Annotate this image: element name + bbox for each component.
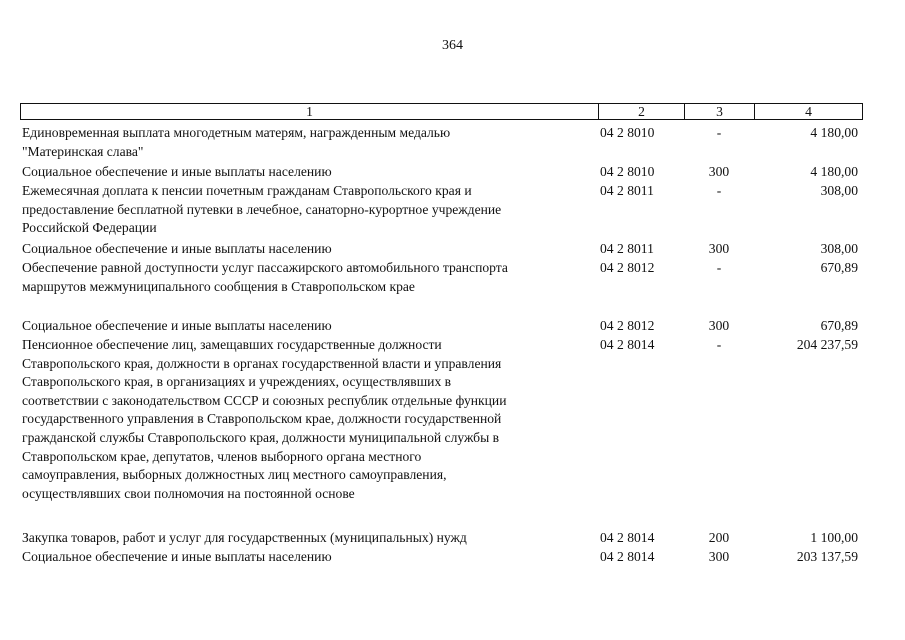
row-name: Закупка товаров, работ и услуг для государственных (муниципальных) нужд: [22, 530, 467, 545]
column-header-3: 3: [685, 104, 755, 120]
row-type: -: [716, 125, 722, 140]
row-type: 300: [708, 549, 730, 564]
row-sum: 670,89: [820, 260, 858, 275]
row-type: -: [716, 183, 722, 198]
row-name: Пенсионное обеспечение лиц, замещавших государственные должности Ставропольского края, должности в органах государственной власти и управления Ставропольского края, в организациях и учреждениях, осуществлявших в соответствии с законодательством СССР и союзных республик отдельные функции государственного управления в Ставропольском крае, должности государственной гражданской службы Ставропольского края, должности муниципальной службы в Ставропольском крае, депутатов, членов выборного органа местного самоуправления, выборных должностных лиц местного самоуправления, осуществлявших свои полномочия на постоянной основе: [22, 337, 507, 501]
row-type: 300: [708, 164, 730, 179]
row-code: 04 2 8010: [600, 164, 655, 179]
row-sum: 308,00: [820, 183, 858, 198]
row-name: Социальное обеспечение и иные выплаты населению: [22, 241, 332, 256]
row-type: 300: [708, 241, 730, 256]
row-sum: 4 180,00: [810, 125, 858, 140]
row-name: Ежемесячная доплата к пенсии почетным гражданам Ставропольского края и предоставление бесплатной путевки в лечебное, санаторно-курортное учреждение Российской Федерации: [22, 183, 502, 236]
row-code: 04 2 8012: [600, 260, 655, 275]
row-sum: 1 100,00: [810, 530, 858, 545]
row-code: 04 2 8011: [600, 183, 654, 198]
column-header-2: 2: [599, 104, 685, 120]
row-code: 04 2 8014: [600, 337, 655, 352]
row-type: 200: [708, 530, 730, 545]
row-type: -: [716, 260, 722, 275]
row-code: 04 2 8010: [600, 125, 655, 140]
page-number: 364: [442, 38, 463, 53]
row-sum: 670,89: [820, 318, 858, 333]
row-code: 04 2 8011: [600, 241, 654, 256]
row-code: 04 2 8014: [600, 549, 655, 564]
row-type: -: [716, 337, 722, 352]
column-header-4: 4: [755, 104, 863, 120]
row-sum: 4 180,00: [810, 164, 858, 179]
row-sum: 204 237,59: [796, 337, 858, 352]
row-sum: 203 137,59: [796, 549, 858, 564]
row-name: Социальное обеспечение и иные выплаты населению: [22, 549, 332, 564]
row-code: 04 2 8012: [600, 318, 655, 333]
row-type: 300: [708, 318, 730, 333]
row-code: 04 2 8014: [600, 530, 655, 545]
row-name: Социальное обеспечение и иные выплаты населению: [22, 164, 332, 179]
column-header-1: 1: [21, 104, 599, 120]
row-name: Единовременная выплата многодетным матерям, награжденным медалью "Материнская слава": [22, 125, 451, 159]
row-name: Социальное обеспечение и иные выплаты населению: [22, 318, 332, 333]
row-name: Обеспечение равной доступности услуг пассажирского автомобильного транспорта маршрутов межмуниципального сообщения в Ставропольском крае: [22, 260, 508, 294]
row-sum: 308,00: [820, 241, 858, 256]
